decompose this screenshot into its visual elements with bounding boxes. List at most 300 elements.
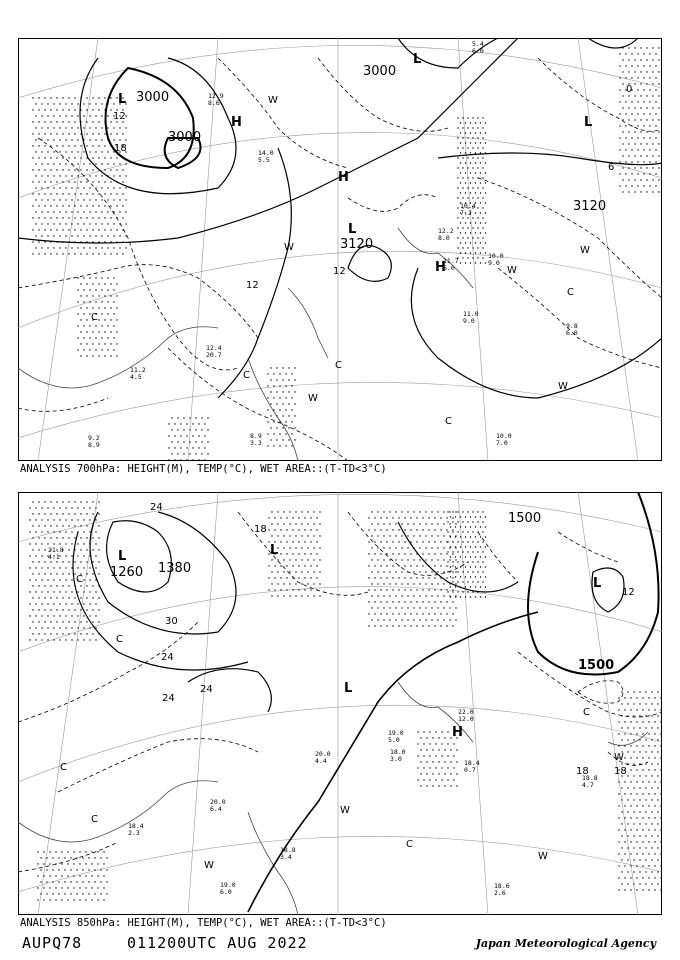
wet-dot bbox=[32, 145, 33, 146]
wet-dot bbox=[89, 349, 90, 350]
wet-dot bbox=[657, 751, 658, 752]
station-dewpoint-depression: 4.1 bbox=[48, 553, 60, 561]
wet-dot bbox=[639, 823, 640, 824]
wet-dot bbox=[621, 811, 622, 812]
station-temp: 18.8 bbox=[280, 846, 296, 854]
wet-dot bbox=[437, 511, 438, 512]
wet-dot bbox=[92, 229, 93, 230]
wet-dot bbox=[204, 435, 205, 436]
wet-dot bbox=[465, 526, 466, 527]
wet-dot bbox=[386, 517, 387, 518]
wet-dot bbox=[621, 835, 622, 836]
contour-label: 3120 bbox=[340, 237, 374, 252]
wet-dot bbox=[100, 881, 101, 882]
wet-dot bbox=[416, 565, 417, 566]
wet-dot bbox=[58, 857, 59, 858]
isotherm-label: 12 bbox=[622, 587, 635, 598]
wet-dot bbox=[62, 513, 63, 514]
wet-dot bbox=[457, 561, 458, 562]
wet-dot bbox=[56, 525, 57, 526]
wet-dot bbox=[467, 137, 468, 138]
wet-dot bbox=[646, 191, 647, 192]
wet-dot bbox=[64, 857, 65, 858]
wet-dot bbox=[426, 773, 427, 774]
warm-mark: W bbox=[580, 245, 590, 256]
wet-dot bbox=[280, 541, 281, 542]
wet-dot bbox=[116, 343, 117, 344]
wet-dot bbox=[89, 247, 90, 248]
wet-dot bbox=[462, 177, 463, 178]
wet-dot bbox=[630, 865, 631, 866]
wet-dot bbox=[41, 175, 42, 176]
wet-dot bbox=[446, 517, 447, 518]
wet-dot bbox=[56, 561, 57, 562]
wet-dot bbox=[56, 229, 57, 230]
wet-dot bbox=[452, 551, 453, 552]
wet-dot bbox=[65, 555, 66, 556]
wet-dot bbox=[101, 277, 102, 278]
wet-dot bbox=[77, 555, 78, 556]
station-dewpoint-depression: 4.7 bbox=[582, 781, 594, 789]
wet-dot bbox=[410, 601, 411, 602]
wet-dot bbox=[658, 71, 659, 72]
wet-dot bbox=[80, 307, 81, 308]
wet-dot bbox=[44, 229, 45, 230]
wet-dot bbox=[73, 875, 74, 876]
wet-dot bbox=[32, 621, 33, 622]
wet-dot bbox=[80, 513, 81, 514]
wet-dot bbox=[295, 523, 296, 524]
wet-dot bbox=[95, 519, 96, 520]
wet-dot bbox=[477, 207, 478, 208]
wet-dot bbox=[472, 167, 473, 168]
wet-dot bbox=[47, 591, 48, 592]
wet-dot bbox=[651, 871, 652, 872]
wet-dot bbox=[465, 152, 466, 153]
wet-dot bbox=[289, 559, 290, 560]
wet-dot bbox=[125, 175, 126, 176]
wet-dot bbox=[645, 811, 646, 812]
wet-dot bbox=[485, 212, 486, 213]
wet-dot bbox=[657, 823, 658, 824]
wet-dot bbox=[630, 853, 631, 854]
wet-dot bbox=[283, 523, 284, 524]
wet-dot bbox=[621, 823, 622, 824]
wet-dot bbox=[455, 586, 456, 587]
wet-dot bbox=[295, 547, 296, 548]
wet-dot bbox=[38, 157, 39, 158]
wet-dot bbox=[636, 697, 637, 698]
wet-dot bbox=[467, 511, 468, 512]
wet-dot bbox=[268, 529, 269, 530]
wet-dot bbox=[457, 147, 458, 148]
wet-dot bbox=[636, 709, 637, 710]
wet-dot bbox=[83, 199, 84, 200]
wet-dot bbox=[77, 615, 78, 616]
wet-dot bbox=[65, 543, 66, 544]
wet-dot bbox=[485, 526, 486, 527]
wet-dot bbox=[485, 576, 486, 577]
wet-dot bbox=[639, 799, 640, 800]
wet-dot bbox=[56, 133, 57, 134]
wet-dot bbox=[449, 559, 450, 560]
wet-dot bbox=[627, 859, 628, 860]
isotherm-label: 30 bbox=[165, 616, 178, 627]
wet-dot bbox=[383, 619, 384, 620]
station-dewpoint-depression: 5.0 bbox=[388, 736, 400, 744]
wet-dot bbox=[374, 613, 375, 614]
wet-dot bbox=[453, 755, 454, 756]
wet-dot bbox=[282, 367, 283, 368]
wet-dot bbox=[470, 162, 471, 163]
wet-dot bbox=[40, 857, 41, 858]
wet-dot bbox=[649, 53, 650, 54]
wet-dot bbox=[437, 571, 438, 572]
wet-dot bbox=[452, 571, 453, 572]
wet-dot bbox=[443, 607, 444, 608]
wet-dot bbox=[380, 601, 381, 602]
wet-dot bbox=[627, 787, 628, 788]
wet-dot bbox=[460, 152, 461, 153]
wet-dot bbox=[56, 537, 57, 538]
wet-dot bbox=[453, 743, 454, 744]
wet-dot bbox=[270, 439, 271, 440]
wet-dot bbox=[475, 576, 476, 577]
wet-dot bbox=[113, 235, 114, 236]
wet-dot bbox=[103, 863, 104, 864]
wet-dot bbox=[267, 373, 268, 374]
wet-dot bbox=[622, 131, 623, 132]
wet-dot bbox=[273, 373, 274, 374]
wet-dot bbox=[77, 175, 78, 176]
wet-dot bbox=[383, 571, 384, 572]
wet-dot bbox=[62, 121, 63, 122]
wet-dot bbox=[88, 881, 89, 882]
wet-dot bbox=[485, 122, 486, 123]
station-temp: 20.0 bbox=[315, 750, 331, 758]
wet-dot bbox=[41, 543, 42, 544]
wet-dot bbox=[643, 65, 644, 66]
wet-dot bbox=[636, 733, 637, 734]
wet-dot bbox=[79, 863, 80, 864]
wet-dot bbox=[271, 535, 272, 536]
wet-dot bbox=[47, 127, 48, 128]
wet-dot bbox=[77, 313, 78, 314]
wet-dot bbox=[38, 121, 39, 122]
wet-dot bbox=[446, 577, 447, 578]
wet-dot bbox=[447, 743, 448, 744]
wet-dot bbox=[92, 573, 93, 574]
wet-dot bbox=[642, 733, 643, 734]
wet-area bbox=[32, 47, 659, 460]
wet-dot bbox=[92, 295, 93, 296]
wet-dot bbox=[104, 193, 105, 194]
wet-dot bbox=[44, 621, 45, 622]
caption-700hpa: ANALYSIS 700hPa: HEIGHT(M), TEMP(°C), WET AREA::(T-TD<3°C) bbox=[20, 463, 387, 475]
wet-dot bbox=[56, 193, 57, 194]
wet-dot bbox=[480, 192, 481, 193]
wet-dot bbox=[628, 143, 629, 144]
wet-dot bbox=[53, 247, 54, 248]
wet-dot bbox=[640, 143, 641, 144]
wet-dot bbox=[77, 187, 78, 188]
wet-dot bbox=[83, 187, 84, 188]
wet-dot bbox=[658, 47, 659, 48]
wet-dot bbox=[116, 157, 117, 158]
wet-dot bbox=[447, 561, 448, 562]
wet-dot bbox=[43, 875, 44, 876]
wet-dot bbox=[633, 835, 634, 836]
wet-dot bbox=[417, 755, 418, 756]
wet-dot bbox=[177, 441, 178, 442]
wet-dot bbox=[636, 817, 637, 818]
wet-dot bbox=[110, 121, 111, 122]
wet-dot bbox=[619, 125, 620, 126]
wet-dot bbox=[368, 553, 369, 554]
wet-dot bbox=[440, 541, 441, 542]
wet-dot bbox=[438, 773, 439, 774]
wet-dot bbox=[432, 749, 433, 750]
wet-dot bbox=[648, 697, 649, 698]
wet-dot bbox=[192, 447, 193, 448]
wet-dot bbox=[97, 875, 98, 876]
wet-dot bbox=[447, 591, 448, 592]
wet-dot bbox=[55, 875, 56, 876]
wet-dot bbox=[83, 531, 84, 532]
wet-dot bbox=[621, 883, 622, 884]
wet-dot bbox=[76, 893, 77, 894]
wet-dot bbox=[465, 252, 466, 253]
wet-dot bbox=[654, 889, 655, 890]
wet-dot bbox=[413, 559, 414, 560]
wet-dot bbox=[660, 889, 661, 890]
wet-dot bbox=[98, 307, 99, 308]
wet-dot bbox=[649, 101, 650, 102]
wet-dot bbox=[480, 122, 481, 123]
wet-dot bbox=[174, 423, 175, 424]
wet-dot bbox=[68, 633, 69, 634]
wet-dot bbox=[41, 223, 42, 224]
wet-dot bbox=[482, 247, 483, 248]
wet-dot bbox=[29, 603, 30, 604]
wet-dot bbox=[98, 217, 99, 218]
wet-dot bbox=[86, 217, 87, 218]
wet-dot bbox=[455, 526, 456, 527]
wet-dot bbox=[292, 529, 293, 530]
wet-dot bbox=[56, 253, 57, 254]
wet-dot bbox=[441, 731, 442, 732]
wet-dot bbox=[35, 507, 36, 508]
wet-dot bbox=[35, 615, 36, 616]
wet-dot bbox=[92, 501, 93, 502]
wet-dot bbox=[636, 721, 637, 722]
wet-dot bbox=[475, 556, 476, 557]
wet-dot bbox=[410, 589, 411, 590]
wet-dot bbox=[660, 769, 661, 770]
wet-dot bbox=[645, 859, 646, 860]
wet-dot bbox=[380, 529, 381, 530]
wet-dot bbox=[276, 367, 277, 368]
wet-dot bbox=[107, 277, 108, 278]
wet-dot bbox=[58, 869, 59, 870]
wet-dot bbox=[86, 253, 87, 254]
wet-dot bbox=[198, 459, 199, 460]
wet-dot bbox=[618, 781, 619, 782]
wet-dot bbox=[368, 601, 369, 602]
wet-dot bbox=[85, 899, 86, 900]
wet-dot bbox=[437, 595, 438, 596]
wet-dot bbox=[660, 877, 661, 878]
wet-dot bbox=[110, 133, 111, 134]
wet-dot bbox=[71, 639, 72, 640]
wet-dot bbox=[46, 881, 47, 882]
wet-dot bbox=[294, 415, 295, 416]
wet-dot bbox=[470, 586, 471, 587]
wet-dot bbox=[637, 137, 638, 138]
wet-dot bbox=[62, 229, 63, 230]
wet-dot bbox=[407, 535, 408, 536]
wet-dot bbox=[65, 151, 66, 152]
wet-dot bbox=[53, 103, 54, 104]
wet-dot bbox=[89, 507, 90, 508]
wet-dot bbox=[32, 121, 33, 122]
wet-dot bbox=[630, 733, 631, 734]
wet-dot bbox=[86, 633, 87, 634]
wet-dot bbox=[92, 307, 93, 308]
isotherm-label: 24 bbox=[150, 502, 163, 513]
wet-dot bbox=[47, 199, 48, 200]
wet-dot bbox=[201, 429, 202, 430]
wet-dot bbox=[89, 325, 90, 326]
wet-dot bbox=[53, 507, 54, 508]
wet-dot bbox=[651, 835, 652, 836]
wet-dot bbox=[77, 127, 78, 128]
wet-dot bbox=[80, 609, 81, 610]
wet-dot bbox=[621, 859, 622, 860]
wet-dot bbox=[89, 151, 90, 152]
wet-dot bbox=[283, 511, 284, 512]
wet-dot bbox=[286, 565, 287, 566]
wet-dot bbox=[177, 417, 178, 418]
wet-dot bbox=[107, 325, 108, 326]
wet-dot bbox=[477, 541, 478, 542]
wet-dot bbox=[280, 565, 281, 566]
wet-dot bbox=[277, 511, 278, 512]
wet-dot bbox=[92, 609, 93, 610]
wet-dot bbox=[383, 583, 384, 584]
wet-dot bbox=[485, 516, 486, 517]
wet-dot bbox=[475, 262, 476, 263]
wet-dot bbox=[374, 517, 375, 518]
station-temp: 20.0 bbox=[210, 798, 226, 806]
wet-dot bbox=[643, 137, 644, 138]
wet-dot bbox=[50, 633, 51, 634]
wet-dot bbox=[652, 107, 653, 108]
wet-dot bbox=[122, 193, 123, 194]
wet-dot bbox=[41, 163, 42, 164]
wet-dot bbox=[477, 187, 478, 188]
wet-dot bbox=[80, 229, 81, 230]
isotherm-label: 18 bbox=[254, 524, 267, 535]
wet-dot bbox=[73, 899, 74, 900]
wet-dot bbox=[640, 59, 641, 60]
wet-dot bbox=[482, 521, 483, 522]
wet-dot bbox=[404, 625, 405, 626]
wet-dot bbox=[316, 577, 317, 578]
wet-dot bbox=[423, 743, 424, 744]
wet-dot bbox=[470, 222, 471, 223]
wet-dot bbox=[35, 519, 36, 520]
isotherm-label: 18 bbox=[614, 766, 627, 777]
wet-dot bbox=[86, 585, 87, 586]
wet-dot bbox=[116, 205, 117, 206]
wet-dot bbox=[270, 367, 271, 368]
wet-dot bbox=[462, 117, 463, 118]
wet-dot bbox=[457, 531, 458, 532]
wet-dot bbox=[435, 779, 436, 780]
wet-dot bbox=[643, 89, 644, 90]
wet-dot bbox=[435, 767, 436, 768]
wet-dot bbox=[104, 355, 105, 356]
wet-dot bbox=[652, 95, 653, 96]
wet-dot bbox=[480, 222, 481, 223]
wet-dot bbox=[654, 865, 655, 866]
wet-dot bbox=[419, 523, 420, 524]
wet-dot bbox=[425, 571, 426, 572]
wet-dot bbox=[41, 519, 42, 520]
wet-dot bbox=[274, 517, 275, 518]
wet-dot bbox=[619, 185, 620, 186]
wet-dot bbox=[86, 319, 87, 320]
wet-dot bbox=[101, 289, 102, 290]
wet-dot bbox=[94, 869, 95, 870]
station-dewpoint-depression: 0.7 bbox=[464, 766, 476, 774]
wet-dot bbox=[654, 709, 655, 710]
wet-dot bbox=[625, 125, 626, 126]
wet-dot bbox=[651, 823, 652, 824]
wet-dot bbox=[50, 501, 51, 502]
wet-dot bbox=[422, 541, 423, 542]
wet-dot bbox=[47, 163, 48, 164]
wet-dot bbox=[636, 805, 637, 806]
wet-dot bbox=[477, 117, 478, 118]
wet-dot bbox=[80, 319, 81, 320]
wet-dot bbox=[422, 553, 423, 554]
wet-dot bbox=[443, 559, 444, 560]
wet-dot bbox=[38, 549, 39, 550]
wet-dot bbox=[95, 531, 96, 532]
wet-dot bbox=[70, 857, 71, 858]
wet-dot bbox=[98, 181, 99, 182]
wet-dot bbox=[407, 607, 408, 608]
wet-dot bbox=[74, 169, 75, 170]
wet-dot bbox=[116, 193, 117, 194]
wet-dot bbox=[645, 823, 646, 824]
wet-dot bbox=[288, 391, 289, 392]
wet-dot bbox=[460, 526, 461, 527]
wet-dot bbox=[460, 252, 461, 253]
wet-dot bbox=[624, 805, 625, 806]
wet-dot bbox=[116, 307, 117, 308]
wet-dot bbox=[174, 435, 175, 436]
wet-dot bbox=[68, 525, 69, 526]
wet-dot bbox=[630, 877, 631, 878]
wet-dot bbox=[651, 847, 652, 848]
wet-dot bbox=[480, 576, 481, 577]
wet-dot bbox=[101, 301, 102, 302]
wet-dot bbox=[59, 175, 60, 176]
wet-dot bbox=[642, 769, 643, 770]
